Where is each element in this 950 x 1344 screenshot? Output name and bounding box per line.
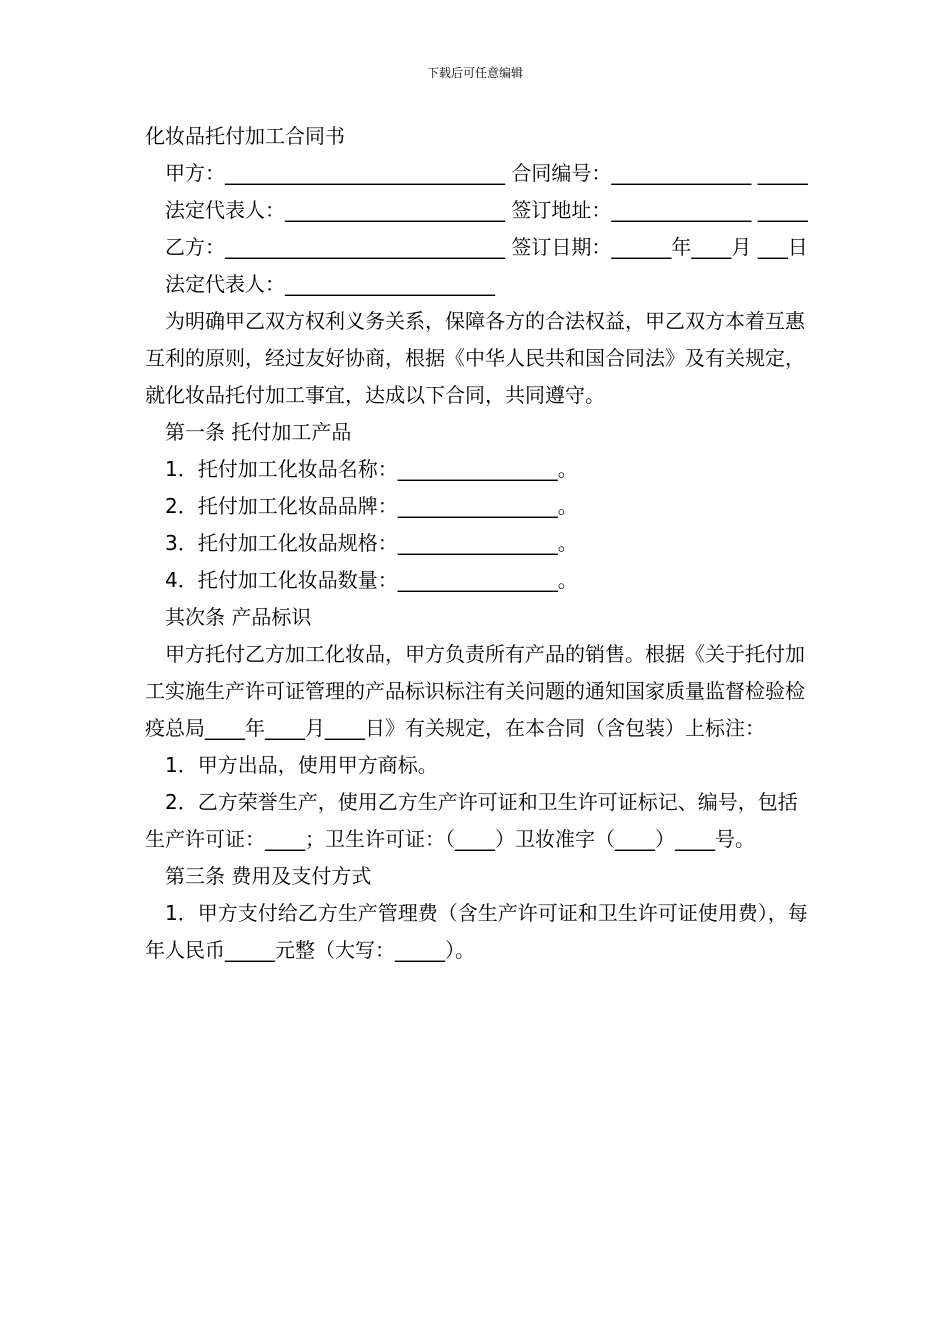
preamble-paragraph: 为明确甲乙双方权利义务关系，保障各方的合法权益，甲乙双方本着互惠互利的原则，经过友好协商，根据《中华人民共和国合同法》及有关规定，就化妆品托付加工事宜，达成以下合同，共同遵守。 xyxy=(145,309,805,407)
party-a-line: 甲方：____________________________ 合同编号：______________ _____ xyxy=(165,161,808,185)
contract-document xyxy=(145,118,810,969)
article-1-item-1: 1．托付加工化妆品名称：________________。 xyxy=(165,457,578,481)
article-2-item-2: 2．乙方荣誉生产，使用乙方生产许可证和卫生许可证标记、编号，包括生产许可证：____；卫生许可证：（____）卫妆准字（____）____号。 xyxy=(145,790,798,851)
article-1-item-2: 2．托付加工化妆品品牌：________________。 xyxy=(165,494,578,518)
article-3-item-1: 1．甲方支付给乙方生产管理费（含生产许可证和卫生许可证使用费），每年人民币_____元整（大写：_____）。 xyxy=(145,901,808,962)
article-3-heading: 第三条 费用及支付方式 xyxy=(165,864,372,888)
document-title: 化妆品托付加工合同书 xyxy=(145,124,345,148)
party-b-line: 乙方：____________________________ 签订日期：______年____月 ___日 xyxy=(165,235,808,259)
article-2-item-1: 1．甲方出品，使用甲方商标。 xyxy=(165,753,438,777)
article-1-item-4: 4．托付加工化妆品数量：________________。 xyxy=(165,568,578,592)
party-b-representative-line: 法定代表人：_____________________ xyxy=(165,272,495,296)
article-1-item-3: 3．托付加工化妆品规格：________________。 xyxy=(165,531,578,555)
article-1-heading: 第一条 托付加工产品 xyxy=(165,420,352,444)
page-header-note: 下载后可任意编辑 xyxy=(426,66,523,80)
article-2-heading: 其次条 产品标识 xyxy=(165,605,312,629)
article-2-paragraph: 甲方托付乙方加工化妆品，甲方负责所有产品的销售。根据《关于托付加工实施生产许可证管理的产品标识标注有关问题的通知国家质量监督检验检疫总局____年____月____日》有关规定，在本合同（含包装）上标注： xyxy=(145,642,805,740)
party-a-representative-line: 法定代表人：______________________ 签订地址：______________ _____ xyxy=(165,198,808,222)
